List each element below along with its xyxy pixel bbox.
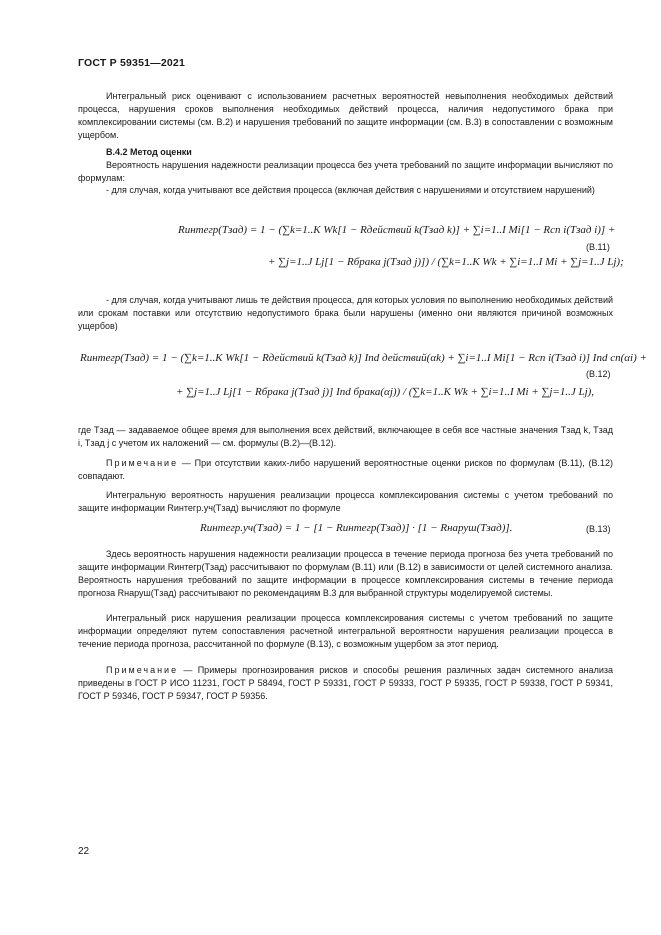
case-all-actions: - для случая, когда учитывают все действия процесса (включая действия с нарушениями и отсутствием нарушений) (106, 185, 595, 195)
note-1-label: Примечание (106, 458, 179, 468)
formula-b11-line1: Rинтегр(Tзад) = 1 − (∑k=1..K Wk[1 − Rдействий k(Tзад k)] + ∑i=1..I Mi[1 − Rсп i(Tзад i)] + (178, 224, 616, 236)
formula-b12-line2: + ∑j=1..J Lj[1 − Rбрака j(Tзад j)] Ind брака(αj)) / (∑k=1..K Wk + ∑i=1..I Mi + ∑j=1..J Lj), (176, 386, 595, 398)
equation-number-b12: (В.12) (586, 369, 611, 379)
note-2-text: — Примеры прогнозирования рисков и способы решения различных задач системного анализа приведены в ГОСТ Р ИСО 11231, ГОСТ Р 58494, ГОСТ Р 59331, ГОСТ Р 59333, ГОСТ Р 59335, ГОСТ Р 59338, ГОСТ Р 59341, ГОСТ Р 59346, ГОСТ Р 59347, ГОСТ Р 59356. (78, 665, 613, 701)
note-1 (78, 457, 613, 483)
paragraph-probability: Вероятность нарушения надежности реализации процесса без учета требований по защите информации вычисляют по формулам: (78, 160, 613, 183)
paragraph-integral-probability: Интегральную вероятность нарушения реализации процесса комплексирования системы с учетом требований по защите информации Rинтегр.уч(Tзад) вычисляют по формуле (78, 490, 613, 513)
equation-number-b11: (В.11) (586, 242, 610, 252)
note-2-label: Примечание (106, 665, 179, 675)
paragraph-integral-risk: Интегральный риск нарушения реализации процесса комплексирования системы с учетом требований по защите информации определяют путем сопоставления расчетной интегральной вероятности нарушения реализации процесса в течение периода прогноза, рассчитанной по формуле (В.13), с возможным ущербом за этот период. (78, 613, 613, 649)
paragraph-explanation: Здесь вероятность нарушения надежности реализации процесса в течение периода прогноза без учета требований по защите информации Rинтегр(Tзад) рассчитывают по формулам (В.11) или (В.12) в зависимости от целей системного анализа. Вероятность нарушения требований по защите информации в процессе комплексирования системы в течение периода прогноза Rнаруш(Tзад) рассчитывают по рекомендациям В.3 для выбранной структуры моделируемой системы. (78, 549, 613, 598)
formula-b13: Rинтегр.уч(Tзад) = 1 − [1 − Rинтегр(Tзад)] · [1 − Rнаруш(Tзад)]. (200, 522, 513, 534)
formula-b12-line1: Rинтегр(Tзад) = 1 − (∑k=1..K Wk[1 − Rдействий k(Tзад k)] Ind действий(αk) + ∑i=1..I Mi[1 − Rсп i(Tзад i)] Ind сп(αi) + (80, 352, 647, 364)
page-number: 22 (78, 846, 90, 857)
case-violated-actions: - для случая, когда учитывают лишь те действия процесса, для которых условия по выполнению необходимых действий или срокам поставки или отсутствию недопустимого брака были нарушены (именно они являются причиной возможных ущербов) (78, 295, 613, 331)
equation-number-b13: (В.13) (586, 524, 611, 534)
formula-b11-line2: + ∑j=1..J Lj[1 − Rбрака j(Tзад j)]) / (∑k=1..K Wk + ∑i=1..I Mi + ∑j=1..J Lj); (268, 256, 624, 268)
intro-paragraph: Интегральный риск оценивают с использованием расчетных вероятностей невыполнения необходимых действий процесса, нарушения сроков выполнения необходимых действий процесса, наличия недопустимого брака при комплексировании системы (см. В.2) и нарушения требований по защите информации (см. В.3) в сопоставлении с возможным ущербом. (78, 91, 613, 140)
section-heading: В.4.2 Метод оценки (106, 147, 192, 157)
where-clause: где Tзад — задаваемое общее время для выполнения всех действий, включающее в себя все частные значения Tзад k, Tзад i, Tзад j с учетом их наложений — см. формулы (В.2)—(В.12). (78, 425, 613, 448)
note-2 (78, 664, 613, 703)
note-1-text: — При отсутствии каких-либо нарушений вероятностные оценки рисков по формулам (В.11), (В.12) совпадают. (78, 458, 613, 481)
document-header: ГОСТ Р 59351—2021 (78, 57, 186, 69)
